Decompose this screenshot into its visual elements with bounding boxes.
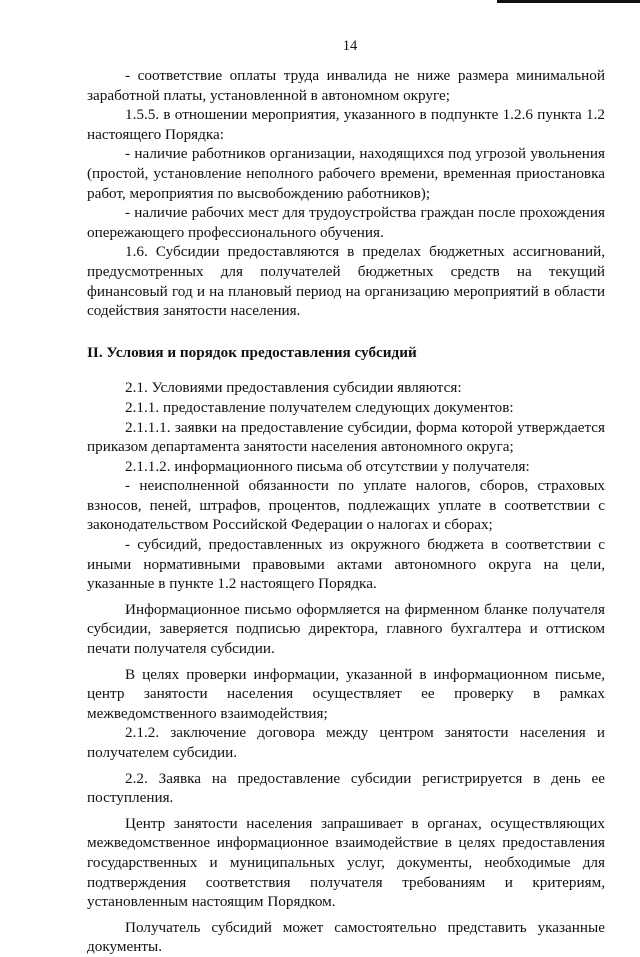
paragraph: 2.1.1.2. информационного письма об отсутствии у получателя: [125, 457, 530, 475]
paragraph: 1.5.5. в отношении мероприятия, указанного в подпункте 1.2.6 пункта 1.2 настоящего Порядка: [87, 106, 605, 143]
paragraph: Информационное письмо оформляется на фирменном бланке получателя субсидии, заверяется подписью директора, главного бухгалтера и оттиском печати получателя субсидии. [87, 600, 605, 658]
section-heading: II. Условия и порядок предоставления субсидий [87, 343, 417, 361]
paragraph: - наличие рабочих мест для трудоустройства граждан после прохождения опережающего профессионального обучения. [87, 204, 605, 241]
paragraph: - соответствие оплаты труда инвалида не ниже размера минимальной заработной платы, установленной в автономном округе; [87, 67, 605, 104]
paragraph: - наличие работников организации, находящихся под угрозой увольнения (простой, установление неполного рабочего времени, временная приостановка работ, мероприятия по высвобождению работников); [87, 145, 605, 202]
page-number: 14 [342, 38, 358, 54]
paragraph: 2.2. Заявка на предоставление субсидии регистрируется в день ее поступления. [87, 769, 605, 807]
paragraph: 2.1.2. заключение договора между центром занятости населения и получателем субсидии. [87, 724, 605, 761]
document-body [87, 66, 605, 957]
paragraph: - субсидий, предоставленных из окружного бюджета в соответствии с иными нормативными правовыми актами автономного округа на цели, указанные в пункте 1.2 настоящего Порядка. [87, 536, 605, 593]
paragraph: 2.1. Условиями предоставления субсидии являются: [125, 379, 462, 397]
paragraph: Получатель субсидий может самостоятельно представить указанные документы. [87, 918, 605, 956]
top-rule [497, 0, 640, 3]
paragraph: В целях проверки информации, указанной в информационном письме, центр занятости населения осуществляет ее проверку в рамках межведомственного взаимодействия; [87, 665, 605, 722]
paragraph: 2.1.1.1. заявки на предоставление субсидии, форма которой утверждается приказом департамента занятости населения автономного округа; [87, 418, 605, 456]
paragraph: 2.1.1. предоставление получателем следующих документов: [125, 398, 514, 416]
paragraph: Центр занятости населения запрашивает в органах, осуществляющих межведомственное информационное взаимодействие в целях предоставления государственных и муниципальных услуг, документы, необходимые для подтверждения соответствия получателя требованиям и критериям, установленным настоящим Порядком. [87, 814, 605, 911]
paragraph: 1.6. Субсидии предоставляются в пределах бюджетных ассигнований, предусмотренных для получателей бюджетных средств на текущий финансовый год и на плановый период на организацию мероприятий в области содействия занятости населения. [87, 243, 605, 320]
paragraph: - неисполненной обязанности по уплате налогов, сборов, страховых взносов, пеней, штрафов, процентов, подлежащих уплате в соответствии с законодательством Российской Федерации о налогах и сборах; [87, 477, 605, 534]
